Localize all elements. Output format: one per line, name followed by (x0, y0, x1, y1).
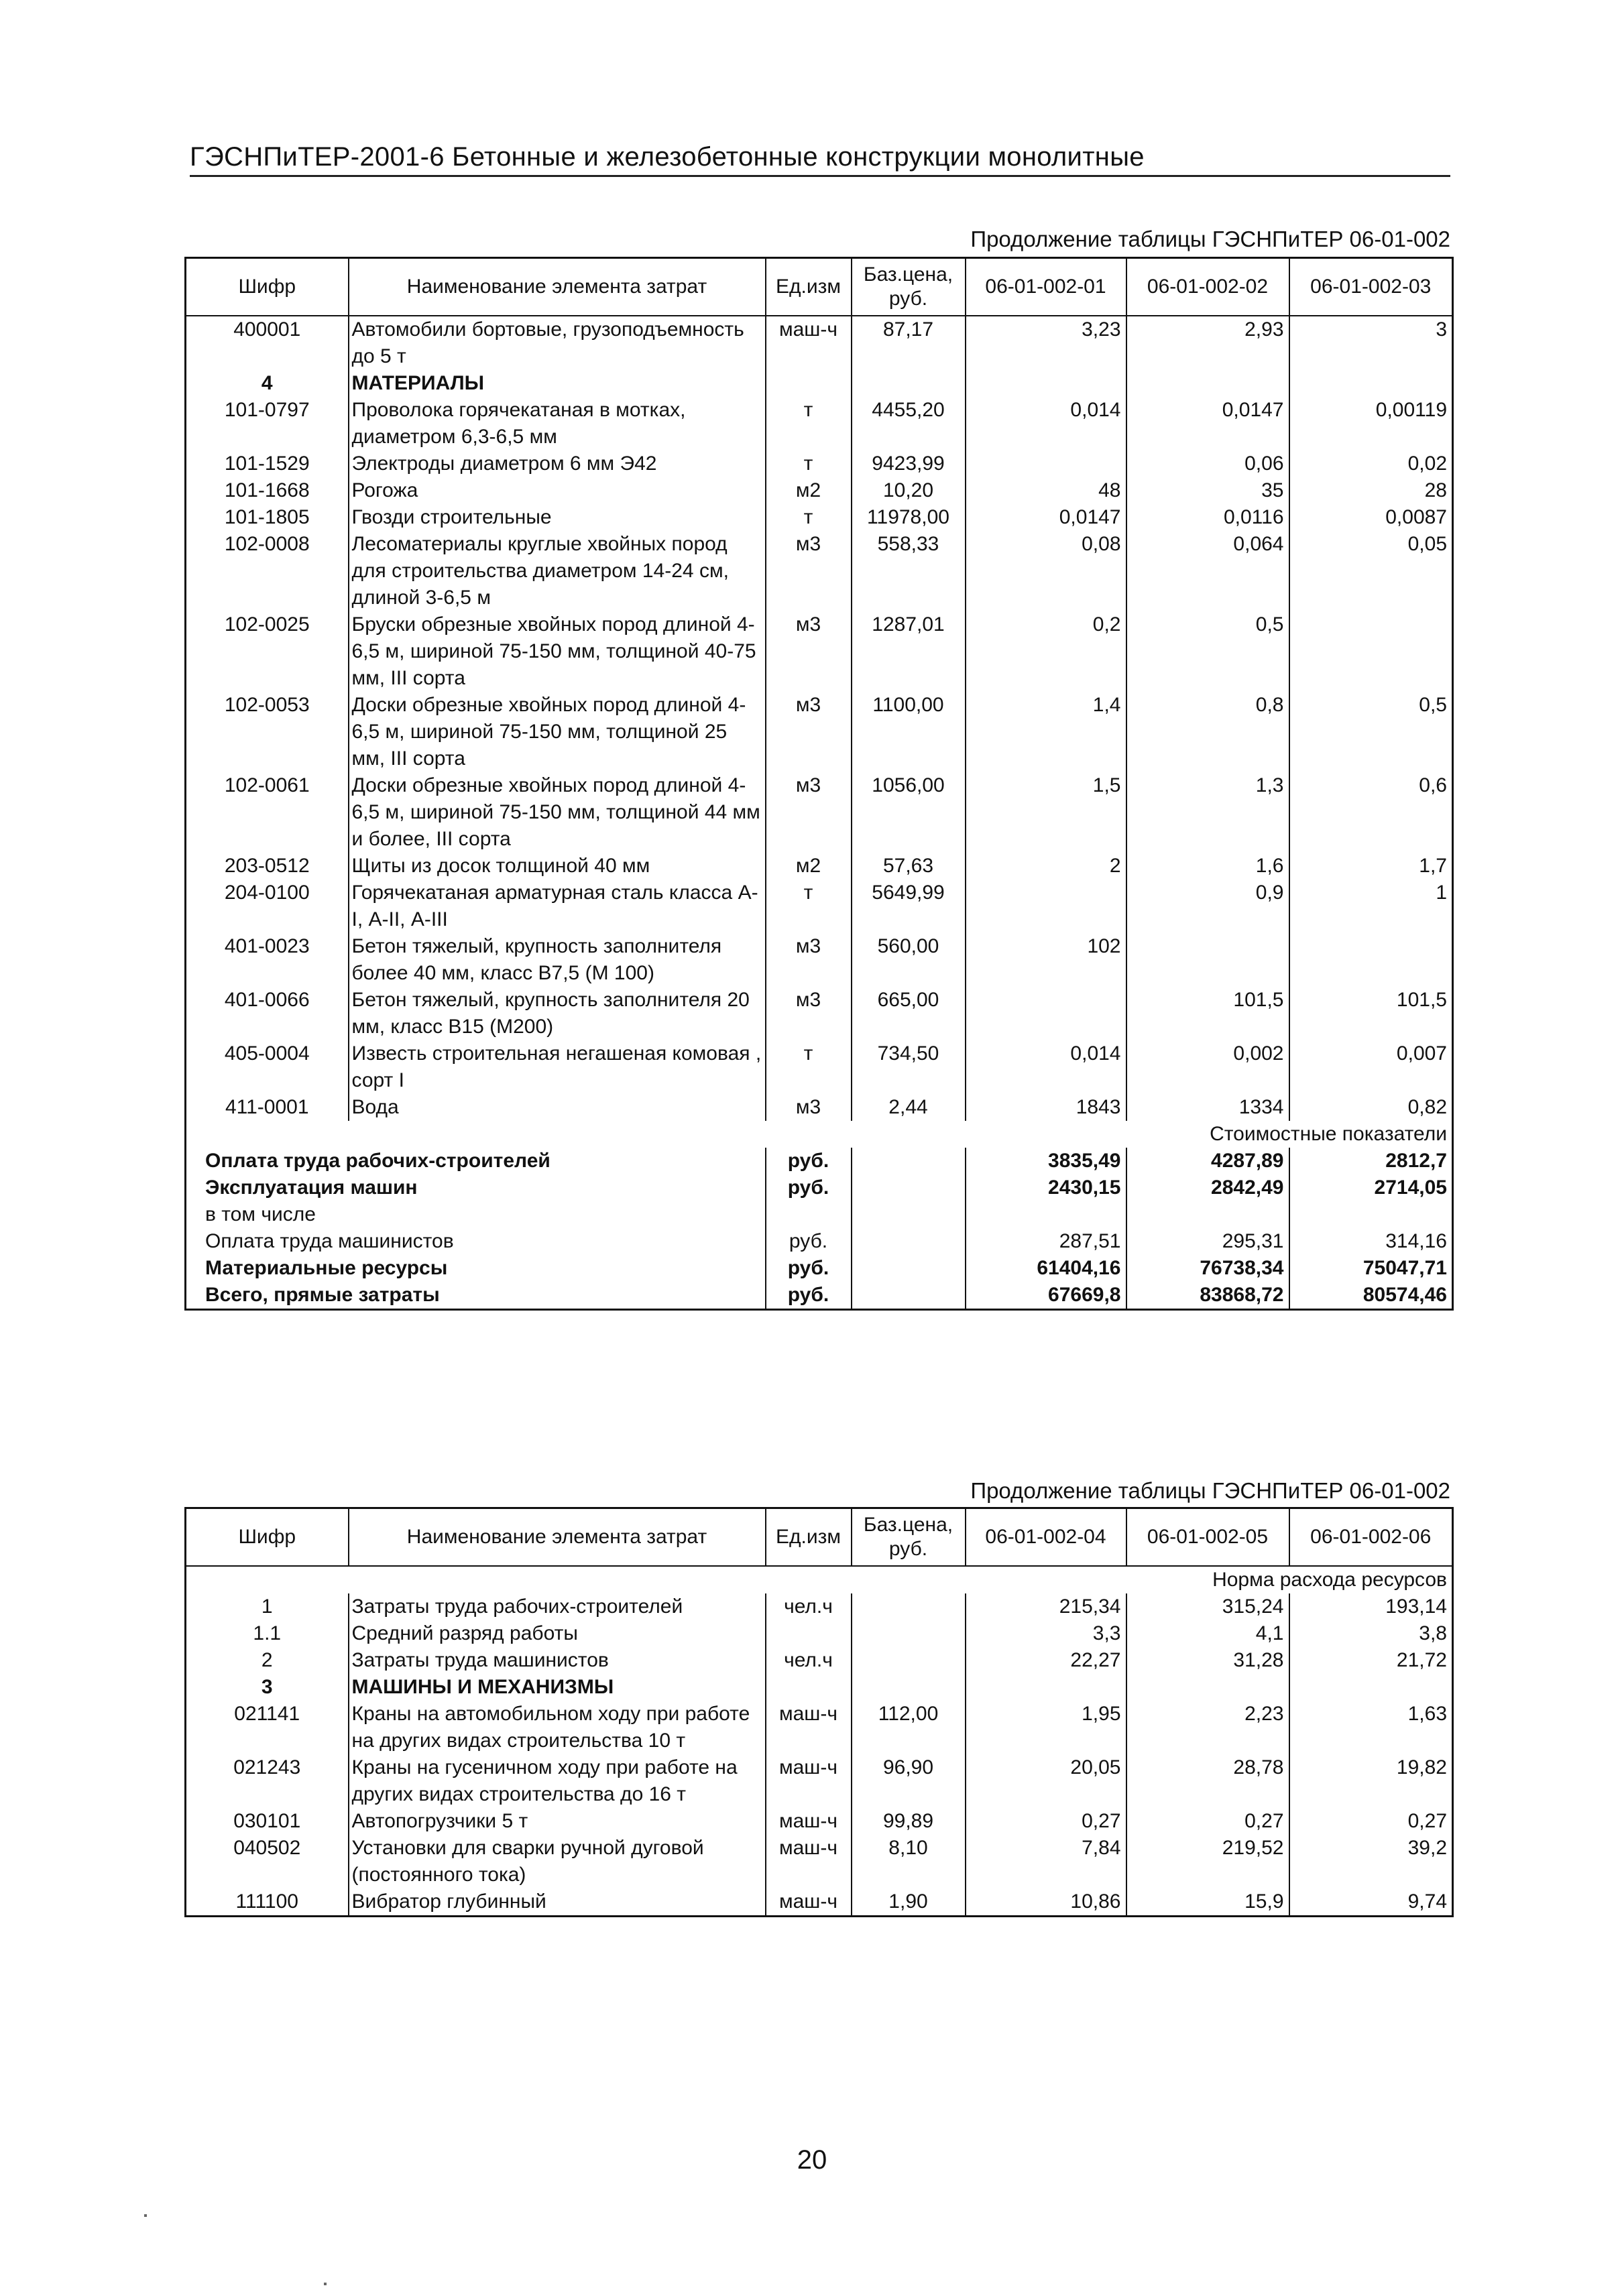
unit-cell: маш-ч (766, 1701, 852, 1754)
value-cell: 1,5 (966, 772, 1126, 853)
resource-table-1 (184, 257, 1454, 1311)
name-cell: Затраты труда машинистов (349, 1647, 766, 1674)
name-cell: Автопогрузчики 5 т (349, 1808, 766, 1835)
value-cell (1126, 1201, 1289, 1228)
table-row (186, 853, 1453, 880)
value-cell: 0,0147 (1126, 397, 1289, 450)
value-cell: 48 (966, 477, 1126, 504)
table-row (186, 692, 1453, 772)
value-cell: 75047,71 (1289, 1255, 1453, 1282)
value-cell: 102 (966, 933, 1126, 987)
value-cell: 2812,7 (1289, 1148, 1453, 1174)
table-row (186, 1647, 1453, 1674)
price-cell (852, 1148, 966, 1174)
price-cell (852, 1647, 966, 1674)
code-cell: 101-1805 (224, 506, 310, 528)
col-name-header: Наименование элемента затрат (349, 1508, 766, 1567)
table1-continuation-note: Продолжение таблицы ГЭСНПиТЕР 06-01-002 (970, 227, 1450, 251)
unit-cell: т (766, 1040, 852, 1094)
table-row (186, 504, 1453, 531)
value-cell: 61404,16 (966, 1255, 1126, 1282)
value-cell: 2 (966, 853, 1126, 880)
value-cell: 219,52 (1126, 1835, 1289, 1888)
value-cell: 2714,05 (1289, 1174, 1453, 1201)
price-cell: 9423,99 (852, 450, 966, 477)
unit-cell: м3 (766, 531, 852, 611)
code-cell: 021141 (234, 1703, 300, 1725)
value-cell: 287,51 (966, 1228, 1126, 1255)
value-cell (1126, 370, 1289, 397)
value-cell (1126, 933, 1289, 987)
name-cell: Известь строительная негашеная комовая , сорт I (349, 1040, 766, 1094)
code-cell: 4 (261, 372, 273, 394)
value-cell: 3 (1289, 316, 1453, 370)
table-row (186, 397, 1453, 450)
unit-cell: маш-ч (766, 1754, 852, 1808)
code-cell: 2 (261, 1649, 273, 1671)
price-cell (852, 1228, 966, 1255)
value-cell (966, 880, 1126, 933)
table2-continuation-note: Продолжение таблицы ГЭСНПиТЕР 06-01-002 (970, 1478, 1450, 1503)
value-cell: 1,95 (966, 1701, 1126, 1754)
table-row (186, 1094, 1453, 1121)
value-cell: 215,34 (966, 1593, 1126, 1620)
value-cell: 67669,8 (966, 1282, 1126, 1310)
name-cell: Затраты труда рабочих-строителей (349, 1593, 766, 1620)
price-cell: 11978,00 (852, 504, 966, 531)
value-cell: 0,27 (1289, 1808, 1453, 1835)
unit-cell: руб. (766, 1282, 852, 1310)
value-cell: 0,06 (1126, 450, 1289, 477)
value-cell: 28,78 (1126, 1754, 1289, 1808)
col-name-header: Наименование элемента затрат (349, 258, 766, 316)
summary-name-cell: Всего, прямые затраты (186, 1282, 766, 1310)
unit-cell: руб. (766, 1228, 852, 1255)
value-cell: 4287,89 (1126, 1148, 1289, 1174)
name-cell: МАШИНЫ И МЕХАНИЗМЫ (349, 1674, 766, 1701)
value-cell: 0,6 (1289, 772, 1453, 853)
code-cell: 3 (261, 1676, 273, 1698)
code-cell: 102-0025 (224, 613, 310, 636)
value-cell: 0,014 (966, 397, 1126, 450)
table-row (186, 1754, 1453, 1808)
summary-row (186, 1255, 1453, 1282)
unit-cell: т (766, 450, 852, 477)
value-cell: 295,31 (1126, 1228, 1289, 1255)
value-cell (1289, 611, 1453, 692)
code-cell: 1 (261, 1595, 273, 1618)
price-cell: 560,00 (852, 933, 966, 987)
col-v2-header: 06-01-002-05 (1126, 1508, 1289, 1567)
value-cell: 83868,72 (1126, 1282, 1289, 1310)
table-row (186, 477, 1453, 504)
value-cell: 2,23 (1126, 1701, 1289, 1754)
resource-norm-note-cell: Норма расхода ресурсов (1212, 1569, 1447, 1591)
value-cell: 0,00119 (1289, 397, 1453, 450)
table-row (186, 531, 1453, 611)
value-cell: 3835,49 (966, 1148, 1126, 1174)
code-cell: 101-1668 (224, 479, 310, 501)
unit-cell: м3 (766, 987, 852, 1040)
code-cell: 401-0023 (224, 935, 310, 957)
page-number: 20 (797, 2145, 827, 2175)
summary-name-cell: в том числе (186, 1201, 766, 1228)
summary-name-cell: Эксплуатация машин (186, 1174, 766, 1201)
code-cell: 204-0100 (224, 882, 310, 904)
unit-cell: м3 (766, 692, 852, 772)
value-cell: 28 (1289, 477, 1453, 504)
name-cell: Бруски обрезные хвойных пород длиной 4-6,5 м, шириной 75-150 мм, толщиной 40-75 мм, III сорта (349, 611, 766, 692)
price-cell: 558,33 (852, 531, 966, 611)
name-cell: Вибратор глубинный (349, 1888, 766, 1917)
value-cell: 0,82 (1289, 1094, 1453, 1121)
unit-cell: т (766, 397, 852, 450)
table-row (186, 933, 1453, 987)
price-cell: 99,89 (852, 1808, 966, 1835)
value-cell: 0,0116 (1126, 504, 1289, 531)
col-v1-header: 06-01-002-04 (966, 1508, 1126, 1567)
value-cell: 9,74 (1289, 1888, 1453, 1917)
summary-row (186, 1174, 1453, 1201)
unit-cell: чел.ч (766, 1593, 852, 1620)
price-cell (852, 1620, 966, 1647)
name-cell: Бетон тяжелый, крупность заполнителя более 40 мм, класс В7,5 (М 100) (349, 933, 766, 987)
unit-cell: м3 (766, 933, 852, 987)
unit-cell: м2 (766, 477, 852, 504)
scan-speck (324, 2283, 327, 2285)
value-cell (966, 1674, 1126, 1701)
price-cell: 2,44 (852, 1094, 966, 1121)
unit-cell: маш-ч (766, 316, 852, 370)
unit-cell: чел.ч (766, 1647, 852, 1674)
value-cell: 22,27 (966, 1647, 1126, 1674)
value-cell: 0,064 (1126, 531, 1289, 611)
value-cell: 2842,49 (1126, 1174, 1289, 1201)
unit-cell: маш-ч (766, 1835, 852, 1888)
col-code-header: Шифр (186, 258, 349, 316)
page-header: ГЭСНПиТЕР-2001-6 Бетонные и железобетонные конструкции монолитные (190, 142, 1450, 177)
name-cell: Рогожа (349, 477, 766, 504)
unit-cell: м3 (766, 772, 852, 853)
value-cell: 35 (1126, 477, 1289, 504)
code-cell: 203-0512 (224, 855, 310, 877)
value-cell: 3,3 (966, 1620, 1126, 1647)
unit-cell: т (766, 880, 852, 933)
value-cell (966, 450, 1126, 477)
code-cell: 401-0066 (224, 989, 310, 1011)
value-cell: 1843 (966, 1094, 1126, 1121)
col-unit-header: Ед.изм (766, 1508, 852, 1567)
col-v3-header: 06-01-002-06 (1289, 1508, 1453, 1567)
price-cell (852, 1593, 966, 1620)
value-cell (966, 1201, 1126, 1228)
table-row (186, 1808, 1453, 1835)
value-cell: 1,3 (1126, 772, 1289, 853)
table-row (186, 450, 1453, 477)
value-cell: 7,84 (966, 1835, 1126, 1888)
value-cell: 80574,46 (1289, 1282, 1453, 1310)
col-v2-header: 06-01-002-02 (1126, 258, 1289, 316)
name-cell: Горячекатаная арматурная сталь класса А-I, А-II, А-III (349, 880, 766, 933)
table-row (186, 1888, 1453, 1917)
name-cell: Краны на гусеничном ходу при работе на других видах строительства до 16 т (349, 1754, 766, 1808)
value-cell: 0,8 (1126, 692, 1289, 772)
value-cell: 0,02 (1289, 450, 1453, 477)
price-cell: 57,63 (852, 853, 966, 880)
value-cell: 1,4 (966, 692, 1126, 772)
name-cell: Средний разряд работы (349, 1620, 766, 1647)
resource-table-2 (184, 1507, 1454, 1917)
price-cell: 665,00 (852, 987, 966, 1040)
code-cell: 1.1 (253, 1622, 282, 1644)
col-price-header: Баз.цена, руб. (852, 258, 966, 316)
table-row (186, 880, 1453, 933)
value-cell (966, 370, 1126, 397)
unit-cell: руб. (766, 1174, 852, 1201)
table-header-row (186, 1508, 1453, 1567)
code-cell: 111100 (235, 1890, 298, 1913)
value-cell: 15,9 (1126, 1888, 1289, 1917)
value-cell: 0,0147 (966, 504, 1126, 531)
unit-cell (766, 1201, 852, 1228)
unit-cell: маш-ч (766, 1808, 852, 1835)
value-cell: 21,72 (1289, 1647, 1453, 1674)
name-cell: Доски обрезные хвойных пород длиной 4-6,5 м, шириной 75-150 мм, толщиной 44 мм и более, III сорта (349, 772, 766, 853)
col-v3-header: 06-01-002-03 (1289, 258, 1453, 316)
summary-row (186, 1228, 1453, 1255)
section-row (186, 370, 1453, 397)
col-unit-header: Ед.изм (766, 258, 852, 316)
unit-cell: м3 (766, 611, 852, 692)
value-cell: 1,63 (1289, 1701, 1453, 1754)
name-cell: Автомобили бортовые, грузоподъемность до 5 т (349, 316, 766, 370)
table-row (186, 1620, 1453, 1647)
price-cell: 1287,01 (852, 611, 966, 692)
cost-indicators-note-cell: Стоимостные показатели (1210, 1123, 1447, 1145)
code-cell: 102-0053 (224, 694, 310, 716)
name-cell: МАТЕРИАЛЫ (349, 370, 766, 397)
col-price-header: Баз.цена, руб. (852, 1508, 966, 1567)
table-row (186, 1701, 1453, 1754)
unit-cell (766, 1620, 852, 1647)
price-cell: 4455,20 (852, 397, 966, 450)
price-cell: 112,00 (852, 1701, 966, 1754)
value-cell: 101,5 (1289, 987, 1453, 1040)
table-row (186, 1593, 1453, 1620)
value-cell: 315,24 (1126, 1593, 1289, 1620)
value-cell: 1 (1289, 880, 1453, 933)
unit-cell: руб. (766, 1255, 852, 1282)
value-cell: 0,007 (1289, 1040, 1453, 1094)
value-cell: 39,2 (1289, 1835, 1453, 1888)
value-cell: 31,28 (1126, 1647, 1289, 1674)
price-cell (852, 1282, 966, 1310)
price-cell: 8,10 (852, 1835, 966, 1888)
summary-name-cell: Оплата труда рабочих-строителей (186, 1148, 766, 1174)
name-cell: Щиты из досок толщиной 40 мм (349, 853, 766, 880)
table-row (186, 1040, 1453, 1094)
name-cell: Электроды диаметром 6 мм Э42 (349, 450, 766, 477)
price-cell: 1100,00 (852, 692, 966, 772)
value-cell: 0,2 (966, 611, 1126, 692)
value-cell: 0,08 (966, 531, 1126, 611)
code-cell: 021243 (233, 1756, 301, 1778)
value-cell (1289, 933, 1453, 987)
name-cell: Установки для сварки ручной дуговой (постоянного тока) (349, 1835, 766, 1888)
price-cell (852, 1255, 966, 1282)
table-row (186, 316, 1453, 370)
summary-name-cell: Материальные ресурсы (186, 1255, 766, 1282)
price-cell: 734,50 (852, 1040, 966, 1094)
name-cell: Бетон тяжелый, крупность заполнителя 20 мм, класс В15 (М200) (349, 987, 766, 1040)
unit-cell: руб. (766, 1148, 852, 1174)
value-cell: 2430,15 (966, 1174, 1126, 1201)
value-cell (1289, 1674, 1453, 1701)
code-cell: 102-0008 (224, 533, 310, 555)
value-cell: 1334 (1126, 1094, 1289, 1121)
name-cell: Краны на автомобильном ходу при работе на других видах строительства 10 т (349, 1701, 766, 1754)
value-cell: 4,1 (1126, 1620, 1289, 1647)
code-cell: 040502 (233, 1837, 301, 1859)
name-cell: Лесоматериалы круглые хвойных пород для строительства диаметром 14-24 см, длиной 3-6,5 м (349, 531, 766, 611)
value-cell: 0,27 (966, 1808, 1126, 1835)
code-cell: 411-0001 (225, 1096, 309, 1118)
price-cell: 1,90 (852, 1888, 966, 1917)
value-cell (1126, 1674, 1289, 1701)
price-cell (852, 370, 966, 397)
code-cell: 101-1529 (224, 452, 310, 475)
code-cell: 102-0061 (224, 774, 310, 796)
col-code-header: Шифр (186, 1508, 349, 1567)
code-cell: 400001 (186, 316, 349, 370)
value-cell: 0,5 (1289, 692, 1453, 772)
value-cell: 314,16 (1289, 1228, 1453, 1255)
resource-norm-note (186, 1566, 1453, 1593)
price-cell: 10,20 (852, 477, 966, 504)
table-row (186, 772, 1453, 853)
code-cell: 030101 (233, 1810, 301, 1832)
price-cell: 5649,99 (852, 880, 966, 933)
table-header-row (186, 258, 1453, 316)
value-cell: 2,93 (1126, 316, 1289, 370)
name-cell: Гвозди строительные (349, 504, 766, 531)
unit-cell (766, 370, 852, 397)
name-cell: Доски обрезные хвойных пород длиной 4-6,5 м, шириной 75-150 мм, толщиной 25 мм, III сорта (349, 692, 766, 772)
value-cell (966, 987, 1126, 1040)
cost-indicators-note (186, 1121, 1453, 1148)
price-cell: 96,90 (852, 1754, 966, 1808)
value-cell (1289, 370, 1453, 397)
value-cell: 1,7 (1289, 853, 1453, 880)
table-row (186, 1835, 1453, 1888)
section-row (186, 1674, 1453, 1701)
value-cell: 10,86 (966, 1888, 1126, 1917)
value-cell: 0,5 (1126, 611, 1289, 692)
summary-name-cell: Оплата труда машинистов (186, 1228, 766, 1255)
value-cell: 19,82 (1289, 1754, 1453, 1808)
value-cell: 20,05 (966, 1754, 1126, 1808)
value-cell: 76738,34 (1126, 1255, 1289, 1282)
code-cell: 405-0004 (224, 1042, 310, 1065)
code-cell: 101-0797 (224, 399, 310, 421)
price-cell (852, 1674, 966, 1701)
unit-cell (766, 1674, 852, 1701)
unit-cell: м2 (766, 853, 852, 880)
price-cell: 87,17 (852, 316, 966, 370)
table-row (186, 611, 1453, 692)
unit-cell: маш-ч (766, 1888, 852, 1917)
value-cell: 101,5 (1126, 987, 1289, 1040)
summary-row (186, 1201, 1453, 1228)
summary-row (186, 1282, 1453, 1310)
value-cell: 0,05 (1289, 531, 1453, 611)
col-v1-header: 06-01-002-01 (966, 258, 1126, 316)
value-cell: 3,8 (1289, 1620, 1453, 1647)
unit-cell: т (766, 504, 852, 531)
value-cell: 3,23 (966, 316, 1126, 370)
value-cell: 0,0087 (1289, 504, 1453, 531)
price-cell: 1056,00 (852, 772, 966, 853)
price-cell (852, 1201, 966, 1228)
price-cell (852, 1174, 966, 1201)
value-cell: 0,002 (1126, 1040, 1289, 1094)
value-cell: 1,6 (1126, 853, 1289, 880)
summary-row (186, 1148, 1453, 1174)
name-cell: Вода (349, 1094, 766, 1121)
scan-speck (144, 2214, 147, 2217)
value-cell: 0,9 (1126, 880, 1289, 933)
value-cell: 0,27 (1126, 1808, 1289, 1835)
unit-cell: м3 (766, 1094, 852, 1121)
value-cell: 0,014 (966, 1040, 1126, 1094)
name-cell: Проволока горячекатаная в мотках, диаметром 6,3-6,5 мм (349, 397, 766, 450)
table-row (186, 987, 1453, 1040)
value-cell (1289, 1201, 1453, 1228)
value-cell: 193,14 (1289, 1593, 1453, 1620)
